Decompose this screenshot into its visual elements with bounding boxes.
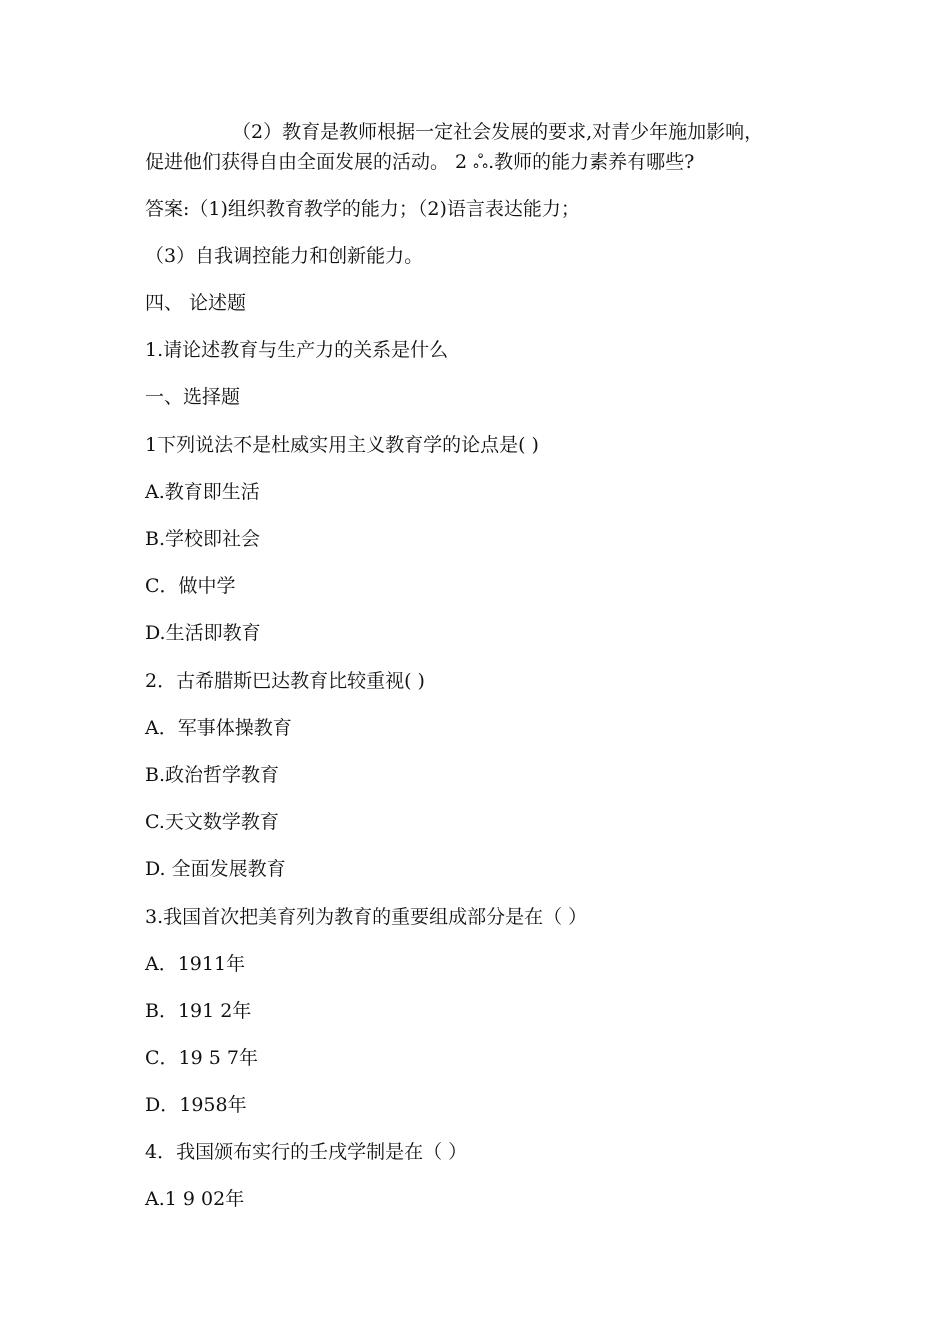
section-heading: 一、选择题 xyxy=(145,386,241,408)
option: A．军事体操教育 xyxy=(145,717,292,739)
option: C.天文数学教育 xyxy=(145,811,279,833)
option: B.政治哲学教育 xyxy=(145,764,280,786)
option: B．191 2年 xyxy=(145,1000,252,1022)
answer-line: （3）自我调控能力和创新能力。 xyxy=(145,245,424,267)
answer-line: 答案:（1)组织教育教学的能力；（2)语言表达能力； xyxy=(145,198,580,220)
option: D．1958年 xyxy=(145,1094,247,1116)
option: B.学校即社会 xyxy=(145,528,261,550)
question: 4．我国颁布实行的壬戌学制是在（ ） xyxy=(145,1141,468,1163)
option: A.1 9 02年 xyxy=(145,1188,245,1210)
section-heading: 四、 论述题 xyxy=(145,292,247,314)
text-line: （2）教育是教师根据一定社会发展的要求,对青少年施加影响， xyxy=(232,121,764,143)
question: 2．古希腊斯巴达教育比较重视( ) xyxy=(145,670,425,692)
text-line: 促进他们获得自由全面发展的活动。 2 ஃ.教师的能力素养有哪些? xyxy=(145,151,695,173)
option: D. 全面发展教育 xyxy=(145,858,286,880)
option: C．做中学 xyxy=(145,575,236,597)
question: 3.我国首次把美育列为教育的重要组成部分是在（ ） xyxy=(145,906,588,928)
question: 1下列说法不是杜威实用主义教育学的论点是( ) xyxy=(145,434,539,456)
option: A.教育即生活 xyxy=(145,481,260,503)
question: 1.请论述教育与生产力的关系是什么 xyxy=(145,339,449,361)
option: A．1911年 xyxy=(145,953,246,975)
option: D.生活即教育 xyxy=(145,622,261,644)
option: C．19 5 7年 xyxy=(145,1047,258,1069)
